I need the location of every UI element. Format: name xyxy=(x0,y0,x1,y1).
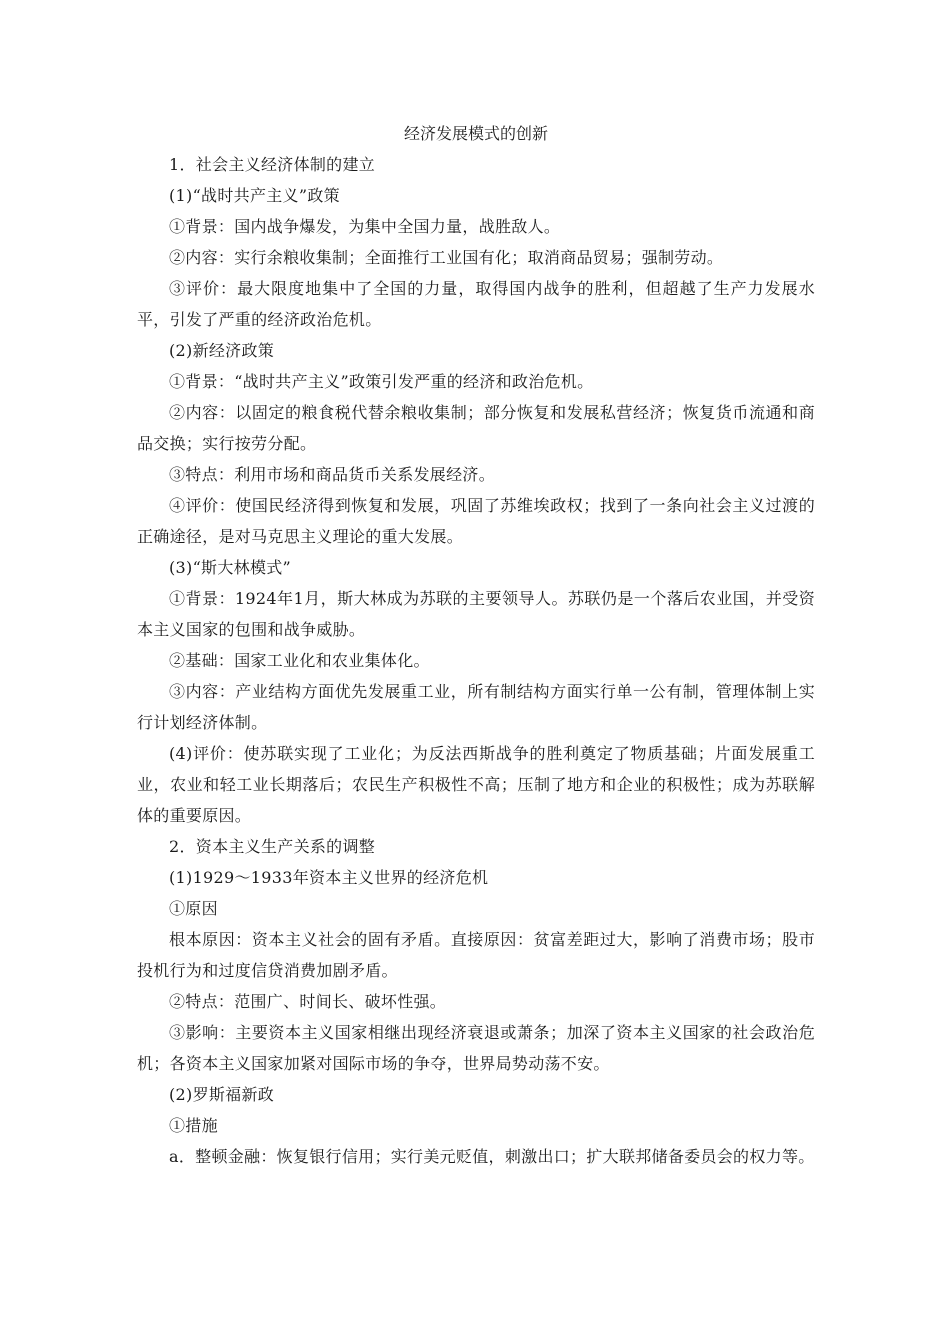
paragraph: (2)罗斯福新政 xyxy=(169,1085,275,1104)
paragraph: ③影响：主要资本主义国家相继出现经济衰退或萧条；加深了资本主义国家的社会政治危机；各资本主义国家加紧对国际市场的争夺，世界局势动荡不安。 xyxy=(137,1023,815,1073)
paragraph: ②内容：以固定的粮食税代替余粮收集制；部分恢复和发展私营经济；恢复货币流通和商品交换；实行按劳分配。 xyxy=(137,403,815,453)
paragraph: ②基础：国家工业化和农业集体化。 xyxy=(169,651,430,670)
document-title: 经济发展模式的创新 xyxy=(403,124,548,143)
paragraph: (2)新经济政策 xyxy=(169,341,275,360)
paragraph: ②特点：范围广、时间长、破坏性强。 xyxy=(169,992,447,1011)
paragraph: (1)1929～1933年资本主义世界的经济危机 xyxy=(169,868,489,887)
paragraph: 2．资本主义生产关系的调整 xyxy=(169,837,376,856)
paragraph: ②内容：实行余粮收集制；全面推行工业国有化；取消商品贸易；强制劳动。 xyxy=(169,248,724,267)
paragraph: 1．社会主义经济体制的建立 xyxy=(169,155,376,174)
paragraph: 根本原因：资本主义社会的固有矛盾。直接原因：贫富差距过大，影响了消费市场；股市投机行为和过度信贷消费加剧矛盾。 xyxy=(137,930,815,980)
paragraph: ①措施 xyxy=(169,1116,218,1135)
paragraph: (1)“战时共产主义”政策 xyxy=(169,186,340,205)
paragraph: ①原因 xyxy=(169,899,218,918)
paragraph: ①背景：“战时共产主义”政策引发严重的经济和政治危机。 xyxy=(169,372,594,391)
paragraph: a．整顿金融：恢复银行信用；实行美元贬值，刺激出口；扩大联邦储备委员会的权力等。 xyxy=(169,1147,815,1166)
paragraph: (4)评价：使苏联实现了工业化；为反法西斯战争的胜利奠定了物质基础；片面发展重工业，农业和轻工业长期落后；农民生产积极性不高；压制了地方和企业的积极性；成为苏联解体的重要原因。 xyxy=(137,744,815,825)
paragraph: ③内容：产业结构方面优先发展重工业，所有制结构方面实行单一公有制，管理体制上实行计划经济体制。 xyxy=(137,682,815,732)
paragraph: ③评价：最大限度地集中了全国的力量，取得国内战争的胜利，但超越了生产力发展水平，引发了严重的经济政治危机。 xyxy=(137,279,815,329)
paragraph: ①背景：国内战争爆发，为集中全国力量，战胜敌人。 xyxy=(169,217,561,236)
paragraph: (3)“斯大林模式” xyxy=(169,558,292,577)
paragraph: ③特点：利用市场和商品货币关系发展经济。 xyxy=(169,465,496,484)
document-page xyxy=(137,118,815,1172)
paragraph: ④评价：使国民经济得到恢复和发展，巩固了苏维埃政权；找到了一条向社会主义过渡的正确途径，是对马克思主义理论的重大发展。 xyxy=(137,496,815,546)
paragraph: ①背景：1924年1月，斯大林成为苏联的主要领导人。苏联仍是一个落后农业国，并受资本主义国家的包围和战争威胁。 xyxy=(137,589,815,639)
